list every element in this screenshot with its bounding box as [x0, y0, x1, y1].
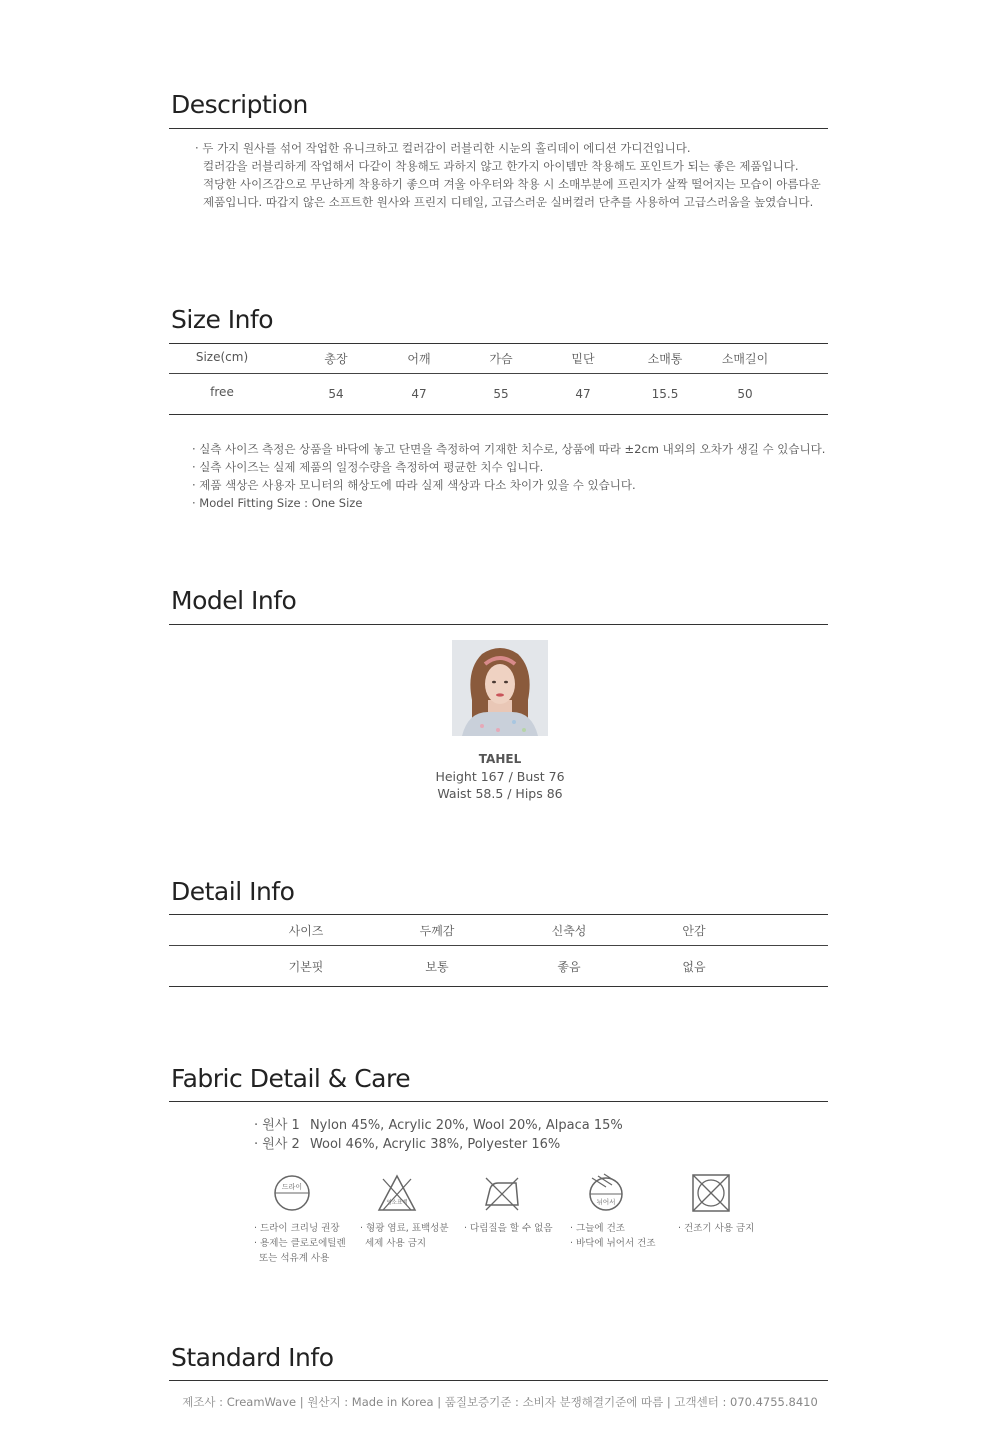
size-value-size: free [210, 385, 234, 399]
size-note-2: · 실측 사이즈는 실제 제품의 일정수량을 측정하여 평균한 치수 입니다. [192, 460, 544, 474]
size-table-mid-rule [169, 373, 828, 374]
standard-info-rule [169, 1380, 828, 1381]
description-title: Description [171, 90, 308, 119]
size-header-size: Size(cm) [195, 350, 249, 364]
model-portrait-image [452, 640, 548, 736]
description-line-2: 컬러감을 러블리하게 작업해서 다같이 착용해도 과하지 않고 한가지 아이템만 착용해도 포인트가 되는 좋은 제품입니다. [203, 159, 799, 173]
model-info-title: Model Info [171, 586, 297, 615]
size-note-1: · 실측 사이즈 측정은 상품을 바닥에 놓고 단면을 측정하여 기재한 치수로, 상품에 따라 ±2cm 내외의 오차가 생길 수 있습니다. [192, 442, 826, 456]
care-text-dry-clean-1: · 드라이 크리닝 권장 [254, 1223, 340, 1234]
size-note-4: · Model Fitting Size : One Size [192, 496, 363, 510]
description-line-4: 제품입니다. 따갑지 않은 소프트한 원사와 프린지 디테일, 고급스러운 실버컬러 단추를 사용하여 고급스러움을 높였습니다. [203, 195, 814, 209]
detail-info-title: Detail Info [171, 877, 295, 906]
size-header-shoulder: 어깨 [407, 352, 431, 366]
size-header-chest: 가슴 [489, 352, 513, 366]
care-text-dry-clean [254, 1221, 346, 1266]
size-value-shoulder: 47 [411, 387, 427, 401]
description-line-3: 적당한 사이즈감으로 무난하게 착용하기 좋으며 겨울 아우터와 착용 시 소매부분에 프린지가 살짝 떨어지는 모습이 아름다운 [203, 177, 821, 191]
care-text-tumble [678, 1221, 754, 1236]
size-header-sleeve-width: 소매통 [647, 352, 683, 366]
detail-table-mid-rule [169, 945, 828, 946]
care-text-bleach [360, 1221, 449, 1251]
yarn-1-label: · 원사 1 [254, 1118, 300, 1133]
detail-header-fit: 사이즈 [288, 924, 324, 938]
detail-value-lining: 없음 [682, 960, 706, 974]
size-table-top-rule [169, 343, 828, 344]
detail-header-thickness: 두께감 [419, 924, 455, 938]
no-bleach-icon [377, 1173, 417, 1213]
yarn-2-value: Wool 46%, Acrylic 38%, Polyester 16% [309, 1137, 561, 1152]
size-header-length: 총장 [324, 352, 348, 366]
care-text-dry-clean-3: 또는 석유계 사용 [259, 1253, 330, 1264]
yarn-2 [254, 1133, 560, 1152]
fabric-title: Fabric Detail & Care [171, 1064, 411, 1093]
detail-header-stretch: 신축성 [551, 924, 587, 938]
yarn-1-value: Nylon 45%, Acrylic 20%, Wool 20%, Alpaca 15% [309, 1118, 623, 1133]
size-note-3: · 제품 색상은 사용자 모니터의 해상도에 따라 실제 색상과 다소 차이가 있을 수 있습니다. [192, 478, 636, 492]
size-value-length: 54 [328, 387, 344, 401]
detail-header-lining: 안감 [682, 924, 706, 938]
standard-info-footer: 제조사 : CreamWave | 원산지 : Made in Korea | 품질보증기준 : 소비자 분쟁해결기준에 따름 | 고객센터 : 070.4755.8410 [182, 1395, 818, 1409]
care-text-iron [464, 1221, 553, 1236]
fabric-rule [169, 1101, 828, 1102]
size-value-hem: 47 [575, 387, 591, 401]
size-info-title: Size Info [171, 305, 274, 334]
model-waist-hips: Waist 58.5 / Hips 86 [437, 786, 563, 801]
size-value-chest: 55 [493, 387, 509, 401]
care-text-drying [570, 1221, 656, 1251]
care-text-iron-1: · 다림질을 할 수 없음 [464, 1223, 553, 1234]
detail-table-top-rule [169, 914, 828, 915]
size-table-bottom-rule [169, 414, 828, 415]
detail-value-stretch: 좋음 [557, 960, 581, 974]
care-text-drying-1: · 그늘에 건조 [570, 1223, 625, 1234]
size-header-hem: 밑단 [571, 352, 595, 366]
dry-clean-icon [272, 1173, 312, 1213]
yarn-1 [254, 1114, 623, 1133]
model-height-bust: Height 167 / Bust 76 [435, 769, 565, 784]
yarn-2-label: · 원사 2 [254, 1137, 300, 1152]
detail-value-thickness: 보통 [425, 960, 449, 974]
description-line-1: · 두 가지 원사를 섞어 작업한 유니크하고 컬러감이 러블리한 시눈의 홀리데이 에디션 가디건입니다. [195, 141, 691, 155]
dry-clean-icon-label: 드라이 [281, 1183, 303, 1191]
no-iron-icon [482, 1173, 522, 1213]
shade-flat-dry-icon-label: 뉘어서 [596, 1198, 616, 1206]
no-bleach-icon-label: 염소표백 [386, 1200, 408, 1206]
shade-flat-dry-icon [586, 1173, 626, 1213]
standard-info-title: Standard Info [171, 1343, 334, 1372]
care-text-bleach-2: 세제 사용 금지 [365, 1238, 427, 1249]
care-text-tumble-1: · 건조기 사용 금지 [678, 1223, 755, 1234]
model-photo [452, 640, 548, 736]
detail-value-fit: 기본핏 [288, 960, 324, 974]
detail-table-bottom-rule [169, 986, 828, 987]
no-tumble-dry-icon [691, 1173, 731, 1213]
care-text-bleach-1: · 형광 염료, 표백성분 [360, 1223, 449, 1234]
size-value-sleeve-length: 50 [737, 387, 753, 401]
description-rule [169, 128, 828, 129]
size-value-sleeve-width: 15.5 [651, 387, 679, 401]
model-name: TAHEL [478, 752, 522, 766]
size-header-sleeve-length: 소매길이 [721, 352, 769, 366]
care-text-drying-2: · 바닥에 뉘어서 건조 [570, 1238, 656, 1249]
model-info-rule [169, 624, 828, 625]
care-text-dry-clean-2: · 용제는 클로로에틸렌 [254, 1238, 346, 1249]
